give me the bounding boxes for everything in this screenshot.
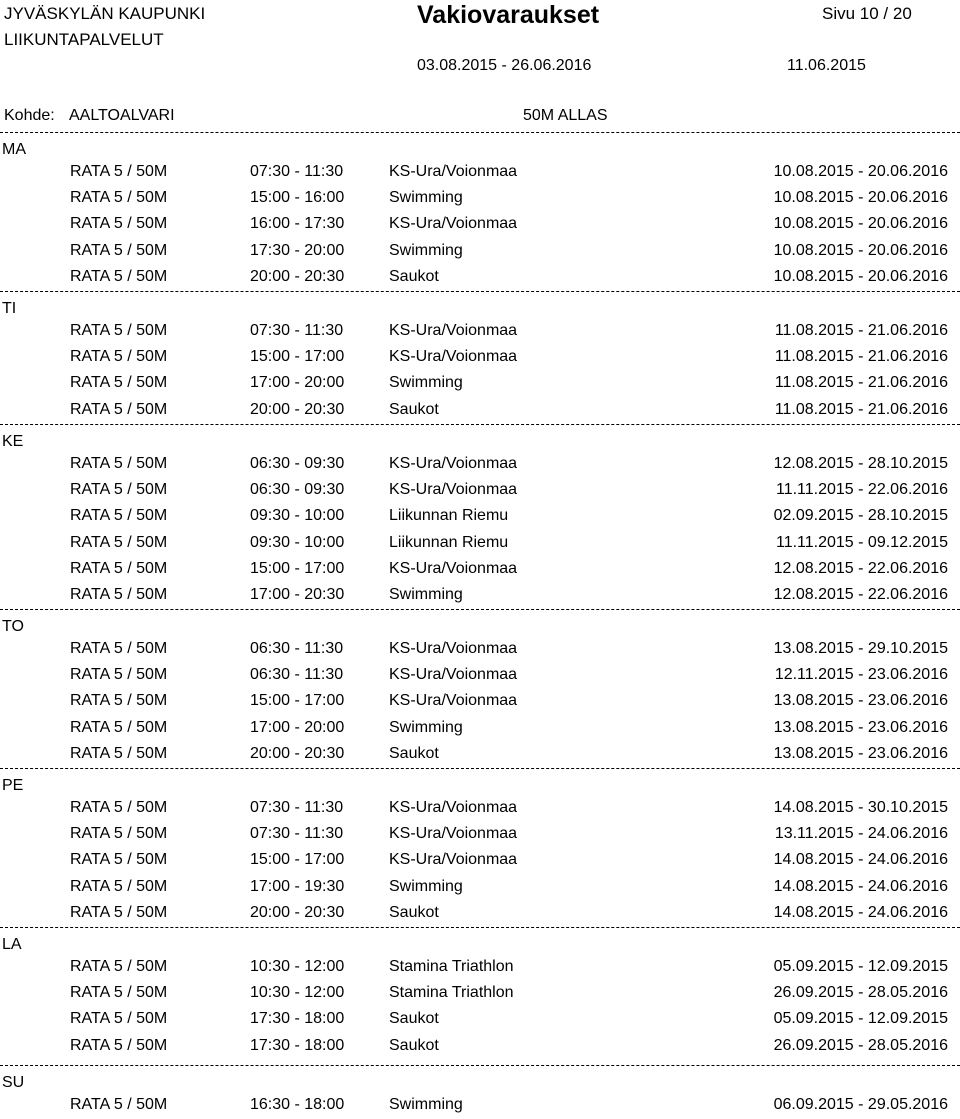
reservation-time: 15:00 - 17:00 [250,851,345,868]
reservation-rata: RATA 5 / 50M [70,958,168,975]
reservation-time: 06:30 - 09:30 [250,481,345,498]
reservation-dates: 10.08.2015 - 20.06.2016 [773,215,948,232]
reservation-row [0,825,960,843]
reservation-activity: Saukot [389,1037,439,1054]
reservation-activity: Stamina Triathlon [389,958,514,975]
reservation-time: 16:00 - 17:30 [250,215,345,232]
reservation-row [0,481,960,499]
reservation-row [0,507,960,525]
section-divider [0,424,960,425]
reservation-activity: Swimming [389,242,463,259]
reservation-rata: RATA 5 / 50M [70,215,168,232]
reservation-activity: KS-Ura/Voionmaa [389,799,518,816]
reservation-row [0,322,960,340]
reservation-time: 15:00 - 17:00 [250,692,345,709]
print-date: 11.06.2015 [787,57,866,74]
reservation-time: 07:30 - 11:30 [250,163,344,180]
reservation-period: 03.08.2015 - 26.06.2016 [417,57,592,74]
reservation-dates: 26.09.2015 - 28.05.2016 [773,984,948,1001]
reservation-time: 17:00 - 20:00 [250,719,345,736]
reservation-activity: KS-Ura/Voionmaa [389,851,518,868]
weekday-label: SU [2,1074,25,1091]
venue-label: Kohde: [4,107,55,124]
reservation-time: 10:30 - 12:00 [250,984,345,1001]
reservation-rata: RATA 5 / 50M [70,719,168,736]
section-divider [0,609,960,610]
reservation-activity: Swimming [389,719,463,736]
weekday-label: TO [2,618,24,635]
reservation-rata: RATA 5 / 50M [70,666,168,683]
reservation-dates: 10.08.2015 - 20.06.2016 [773,268,948,285]
reservation-activity: Saukot [389,904,439,921]
reservation-rata: RATA 5 / 50M [70,322,168,339]
reservation-time: 17:00 - 20:00 [250,374,345,391]
reservation-dates: 12.08.2015 - 28.10.2015 [773,455,948,472]
reservation-activity: KS-Ura/Voionmaa [389,640,518,657]
reservation-rata: RATA 5 / 50M [70,507,168,524]
venue-name: AALTOALVARI [69,107,175,124]
reservation-time: 09:30 - 10:00 [250,534,345,551]
weekday-label: TI [2,300,17,317]
reservation-activity: KS-Ura/Voionmaa [389,455,518,472]
reservation-time: 10:30 - 12:00 [250,958,345,975]
reservation-dates: 14.08.2015 - 24.06.2016 [773,878,948,895]
reservation-rata: RATA 5 / 50M [70,799,168,816]
reservation-time: 06:30 - 11:30 [250,666,344,683]
reservation-time: 17:00 - 20:30 [250,586,345,603]
reservation-activity: KS-Ura/Voionmaa [389,163,518,180]
document-title: Vakiovaraukset [417,1,600,29]
reservation-rata: RATA 5 / 50M [70,268,168,285]
section-divider [0,768,960,769]
reservation-rata: RATA 5 / 50M [70,640,168,657]
reservation-rata: RATA 5 / 50M [70,401,168,418]
reservation-row [0,560,960,578]
reservation-dates: 14.08.2015 - 24.06.2016 [773,851,948,868]
reservation-activity: Swimming [389,189,463,206]
reservation-activity: Stamina Triathlon [389,984,514,1001]
reservation-dates: 05.09.2015 - 12.09.2015 [773,1010,948,1027]
reservation-activity: Swimming [389,374,463,391]
reservation-dates: 06.09.2015 - 29.05.2016 [773,1096,948,1113]
reservation-activity: KS-Ura/Voionmaa [389,560,518,577]
reservation-row [0,163,960,181]
reservation-dates: 11.08.2015 - 21.06.2016 [774,374,948,391]
reservation-rata: RATA 5 / 50M [70,692,168,709]
reservation-row [0,586,960,604]
reservation-row [0,666,960,684]
reservation-row [0,534,960,552]
reservation-activity: Swimming [389,586,463,603]
reservation-activity: KS-Ura/Voionmaa [389,666,518,683]
reservation-row [0,958,960,976]
reservation-row [0,242,960,260]
reservation-time: 17:30 - 18:00 [250,1010,345,1027]
reservation-row [0,745,960,763]
reservation-time: 17:30 - 18:00 [250,1037,345,1054]
reservation-rata: RATA 5 / 50M [70,560,168,577]
reservation-time: 15:00 - 17:00 [250,348,345,365]
reservation-dates: 11.08.2015 - 21.06.2016 [774,322,948,339]
reservation-rata: RATA 5 / 50M [70,904,168,921]
reservation-time: 15:00 - 16:00 [250,189,345,206]
weekday-label: MA [2,141,26,158]
reservation-dates: 26.09.2015 - 28.05.2016 [773,1037,948,1054]
reservation-activity: Swimming [389,878,463,895]
reservation-dates: 10.08.2015 - 20.06.2016 [773,242,948,259]
reservation-row [0,189,960,207]
department-name: LIIKUNTAPALVELUT [4,30,164,49]
reservation-rata: RATA 5 / 50M [70,1037,168,1054]
section-divider [0,132,960,133]
reservation-row [0,455,960,473]
reservation-dates: 13.08.2015 - 23.06.2016 [773,745,948,762]
reservation-row [0,1096,960,1114]
reservation-rata: RATA 5 / 50M [70,189,168,206]
reservation-time: 06:30 - 09:30 [250,455,345,472]
reservation-rata: RATA 5 / 50M [70,745,168,762]
section-divider [0,291,960,292]
reservation-activity: Saukot [389,268,439,285]
reservation-dates: 05.09.2015 - 12.09.2015 [773,958,948,975]
reservation-dates: 11.08.2015 - 21.06.2016 [774,401,948,418]
reservation-dates: 14.08.2015 - 24.06.2016 [773,904,948,921]
reservation-activity: KS-Ura/Voionmaa [389,322,518,339]
reservation-dates: 14.08.2015 - 30.10.2015 [773,799,948,816]
section-divider [0,927,960,928]
reservation-activity: Saukot [389,401,439,418]
reservation-time: 07:30 - 11:30 [250,825,344,842]
reservation-row [0,692,960,710]
reservation-activity: Liikunnan Riemu [389,507,509,524]
reservation-rata: RATA 5 / 50M [70,1096,168,1113]
reservation-dates: 13.11.2015 - 24.06.2016 [774,825,948,842]
reservation-row [0,1010,960,1028]
reservation-row [0,1037,960,1055]
reservation-dates: 10.08.2015 - 20.06.2016 [773,163,948,180]
reservation-time: 06:30 - 11:30 [250,640,344,657]
reservation-dates: 02.09.2015 - 28.10.2015 [773,507,948,524]
reservation-rata: RATA 5 / 50M [70,984,168,1001]
reservation-row [0,984,960,1002]
reservation-dates: 13.08.2015 - 29.10.2015 [773,640,948,657]
weekday-label: PE [2,777,24,794]
reservation-rata: RATA 5 / 50M [70,242,168,259]
reservation-dates: 11.11.2015 - 09.12.2015 [776,534,948,551]
reservation-time: 15:00 - 17:00 [250,560,345,577]
reservation-time: 20:00 - 20:30 [250,268,345,285]
reservation-rata: RATA 5 / 50M [70,348,168,365]
reservation-activity: KS-Ura/Voionmaa [389,481,518,498]
reservation-rata: RATA 5 / 50M [70,586,168,603]
reservation-row [0,904,960,922]
reservation-row [0,799,960,817]
reservation-rata: RATA 5 / 50M [70,851,168,868]
reservation-row [0,215,960,233]
reservation-rata: RATA 5 / 50M [70,163,168,180]
reservation-activity: KS-Ura/Voionmaa [389,348,518,365]
reservation-rata: RATA 5 / 50M [70,825,168,842]
reservation-rata: RATA 5 / 50M [70,481,168,498]
section-divider [0,1065,960,1066]
pool-area: 50M ALLAS [523,107,608,124]
reservation-time: 20:00 - 20:30 [250,401,345,418]
reservation-activity: KS-Ura/Voionmaa [389,215,518,232]
organization-name: JYVÄSKYLÄN KAUPUNKI [4,4,206,23]
reservation-dates: 13.08.2015 - 23.06.2016 [773,719,948,736]
reservation-row [0,851,960,869]
reservation-time: 07:30 - 11:30 [250,322,344,339]
reservation-dates: 12.08.2015 - 22.06.2016 [773,560,948,577]
reservation-row [0,878,960,896]
reservation-dates: 11.11.2015 - 22.06.2016 [776,481,948,498]
reservation-rata: RATA 5 / 50M [70,1010,168,1027]
reservation-activity: Swimming [389,1096,463,1113]
reservation-dates: 12.08.2015 - 22.06.2016 [773,586,948,603]
reservation-activity: KS-Ura/Voionmaa [389,825,518,842]
reservation-time: 16:30 - 18:00 [250,1096,345,1113]
reservation-activity: KS-Ura/Voionmaa [389,692,518,709]
reservation-dates: 13.08.2015 - 23.06.2016 [773,692,948,709]
reservation-activity: Liikunnan Riemu [389,534,509,551]
reservation-row [0,401,960,419]
weekday-label: KE [2,433,24,450]
reservation-activity: Saukot [389,1010,439,1027]
reservation-row [0,640,960,658]
reservation-time: 17:00 - 19:30 [250,878,345,895]
reservation-time: 09:30 - 10:00 [250,507,345,524]
reservation-row [0,268,960,286]
reservation-rata: RATA 5 / 50M [70,878,168,895]
reservation-row [0,374,960,392]
page-number: Sivu 10 / 20 [822,4,912,23]
reservation-dates: 12.11.2015 - 23.06.2016 [774,666,948,683]
reservation-time: 20:00 - 20:30 [250,745,345,762]
reservation-row [0,348,960,366]
reservation-dates: 11.08.2015 - 21.06.2016 [774,348,948,365]
reservation-time: 20:00 - 20:30 [250,904,345,921]
reservation-dates: 10.08.2015 - 20.06.2016 [773,189,948,206]
reservation-rata: RATA 5 / 50M [70,455,168,472]
reservation-row [0,719,960,737]
reservation-activity: Saukot [389,745,439,762]
reservation-rata: RATA 5 / 50M [70,374,168,391]
reservation-rata: RATA 5 / 50M [70,534,168,551]
reservation-time: 17:30 - 20:00 [250,242,345,259]
reservation-time: 07:30 - 11:30 [250,799,344,816]
weekday-label: LA [2,936,22,953]
